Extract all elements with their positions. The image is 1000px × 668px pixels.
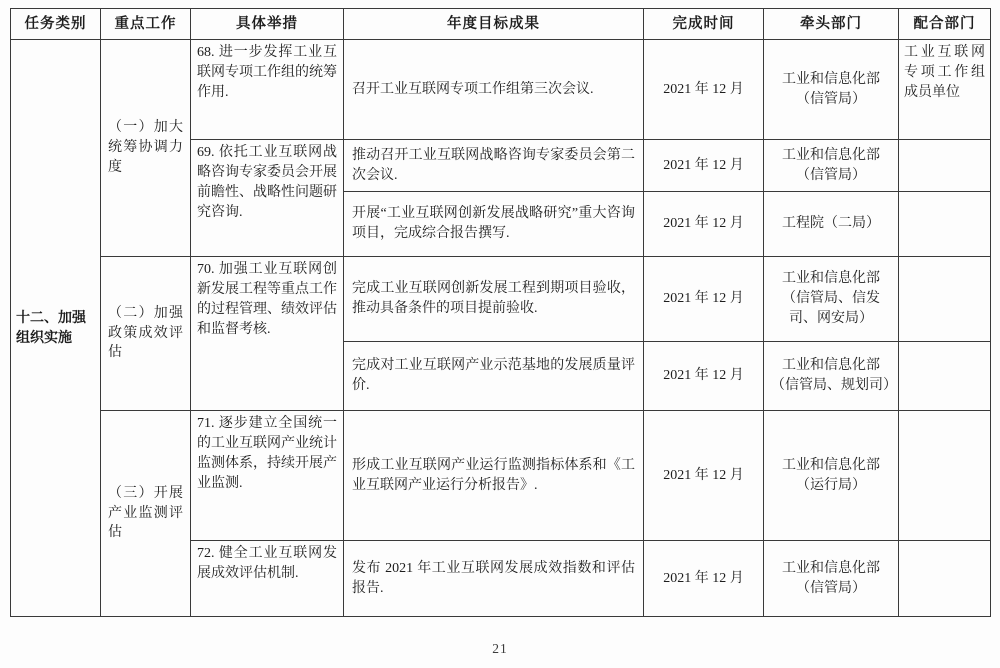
table-row [11,40,991,140]
target-cell: 发布 2021 年工业互联网发展成效指数和评估报告. [344,541,644,617]
measure-cell-68: 68. 进一步发挥工业互联网专项工作组的统筹作用. [191,40,344,140]
task-category-cell: 十二、加强组织实施 [11,40,101,617]
support-dept-cell [899,192,991,257]
measure-cell-72: 72. 健全工业互联网发展成效评估机制. [191,541,344,617]
lead-dept-cell: 工业和信息化部（信管局、信发司、网安局） [764,257,899,342]
work-plan-table [10,8,991,617]
key-work-cell-1: （一）加大统筹协调力度 [101,40,191,257]
key-work-cell-3: （三）开展产业监测评估 [101,411,191,617]
time-cell: 2021 年 12 月 [644,140,764,192]
header-lead-dept: 牵头部门 [764,9,899,40]
header-annual-target: 年度目标成果 [344,9,644,40]
header-measures: 具体举措 [191,9,344,40]
lead-dept-cell: 工业和信息化部（信管局） [764,40,899,140]
time-cell: 2021 年 12 月 [644,257,764,342]
header-completion-time: 完成时间 [644,9,764,40]
measure-cell-71: 71. 逐步建立全国统一的工业互联网产业统计监测体系，持续开展产业监测. [191,411,344,541]
target-cell: 形成工业互联网产业运行监测指标体系和《工业互联网产业运行分析报告》. [344,411,644,541]
measure-cell-69: 69. 依托工业互联网战略咨询专家委员会开展前瞻性、战略性问题研究咨询. [191,140,344,257]
lead-dept-cell: 工业和信息化部（信管局、规划司） [764,342,899,411]
lead-dept-cell: 工程院（二局） [764,192,899,257]
time-cell: 2021 年 12 月 [644,342,764,411]
target-cell: 开展“工业互联网创新发展战略研究”重大咨询项目，完成综合报告撰写. [344,192,644,257]
support-dept-cell [899,342,991,411]
header-task-category: 任务类别 [11,9,101,40]
support-dept-cell [899,257,991,342]
table-row [11,411,991,541]
lead-dept-cell: 工业和信息化部（信管局） [764,140,899,192]
header-support-dept: 配合部门 [899,9,991,40]
lead-dept-cell: 工业和信息化部（运行局） [764,411,899,541]
time-cell: 2021 年 12 月 [644,541,764,617]
header-key-work: 重点工作 [101,9,191,40]
support-dept-cell [899,541,991,617]
time-cell: 2021 年 12 月 [644,40,764,140]
key-work-cell-2: （二）加强政策成效评估 [101,257,191,411]
target-cell: 召开工业互联网专项工作组第三次会议. [344,40,644,140]
time-cell: 2021 年 12 月 [644,192,764,257]
time-cell: 2021 年 12 月 [644,411,764,541]
table-header-row [11,9,991,40]
support-dept-cell [899,140,991,192]
measure-cell-70: 70. 加强工业互联网创新发展工程等重点工作的过程管理、绩效评估和监督考核. [191,257,344,411]
target-cell: 完成工业互联网创新发展工程到期项目验收，推动具备条件的项目提前验收. [344,257,644,342]
page-number: 21 [492,641,508,656]
table-row [11,257,991,342]
lead-dept-cell: 工业和信息化部（信管局） [764,541,899,617]
support-dept-cell [899,411,991,541]
support-dept-cell: 工业互联网专项工作组成员单位 [899,40,991,140]
target-cell: 推动召开工业互联网战略咨询专家委员会第二次会议. [344,140,644,192]
target-cell: 完成对工业互联网产业示范基地的发展质量评价. [344,342,644,411]
